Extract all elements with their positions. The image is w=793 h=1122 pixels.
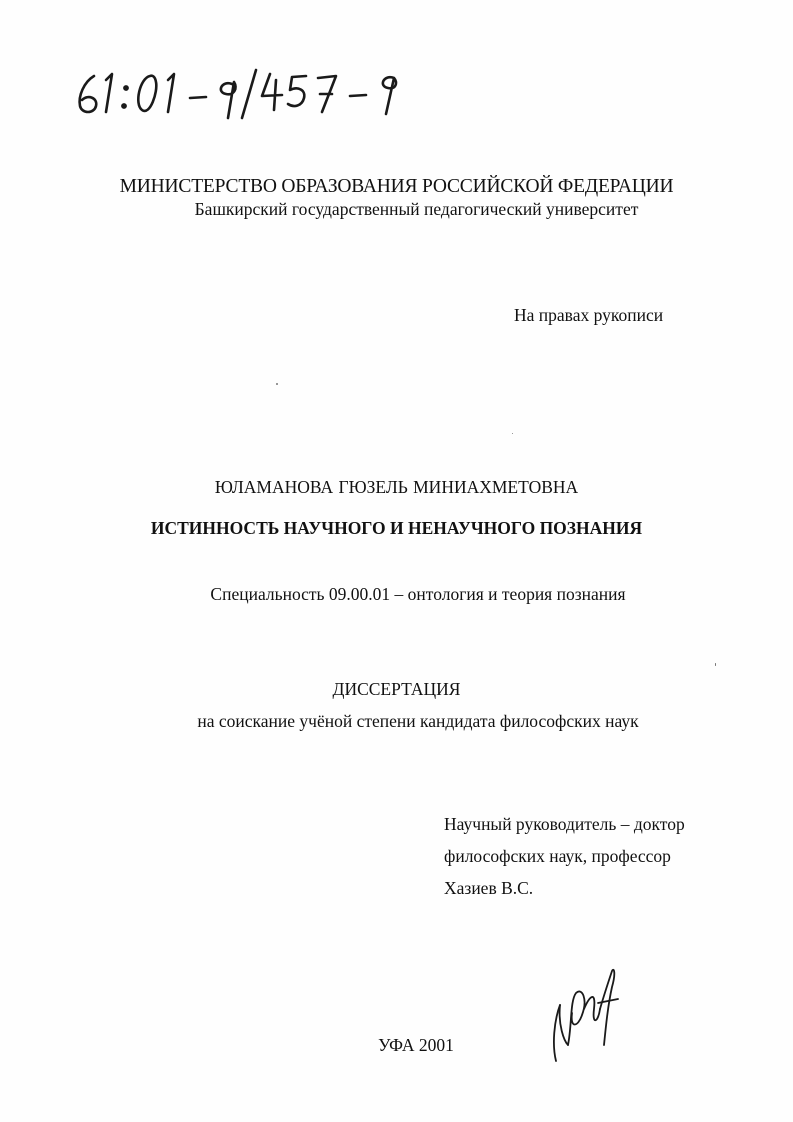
supervisor-line-1: Научный руководитель – доктор xyxy=(444,814,685,834)
author-name: ЮЛАМАНОВА ГЮЗЕЛЬ МИНИАХМЕТОВНА xyxy=(214,477,579,497)
document-type: ДИССЕРТАЦИЯ xyxy=(332,679,461,699)
city-year: УФА 2001 xyxy=(378,1035,454,1055)
specialty-line: Специальность 09.00.01 – онтология и теория познания xyxy=(210,584,626,604)
supervisor-line-2: философских наук, профессор xyxy=(444,846,671,866)
degree-line: на соискание учёной степени кандидата философских наук xyxy=(197,711,639,731)
rights-note: На правах рукописи xyxy=(514,305,664,325)
scan-speck xyxy=(512,433,513,434)
scan-speck xyxy=(715,663,716,666)
supervisor-block xyxy=(444,808,685,904)
university-name: Башкирский государственный педагогический университет xyxy=(194,199,639,219)
handwritten-catalog-code xyxy=(70,62,400,122)
dissertation-title: ИСТИННОСТЬ НАУЧНОГО И НЕНАУЧНОГО ПОЗНАНИЯ xyxy=(150,518,643,538)
ministry-heading: МИНИСТЕРСТВО ОБРАЗОВАНИЯ РОССИЙСКОЙ ФЕДЕРАЦИИ xyxy=(119,176,674,197)
scan-speck xyxy=(276,383,278,385)
supervisor-line-3: Хазиев В.С. xyxy=(444,878,534,898)
